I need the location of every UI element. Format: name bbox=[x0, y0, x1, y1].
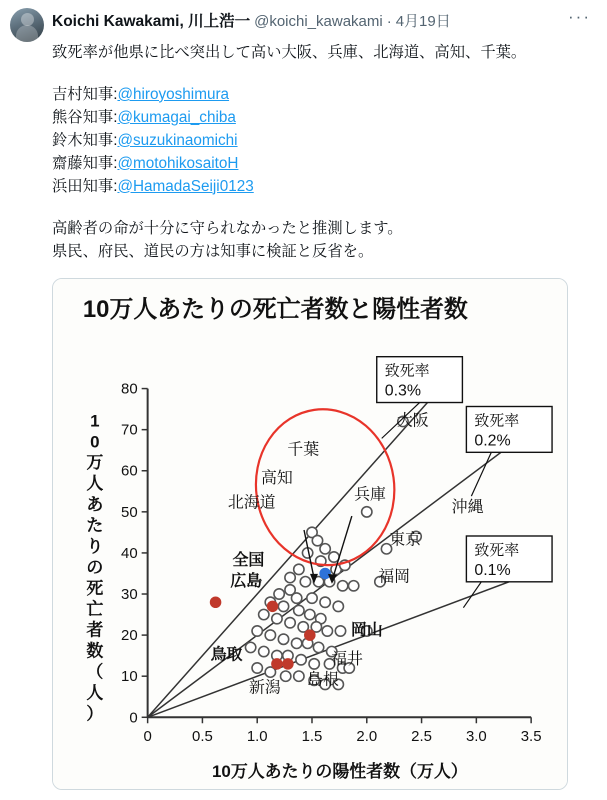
svg-text:10: 10 bbox=[121, 667, 138, 685]
author-line bbox=[52, 8, 560, 31]
mention-label: 浜田知事: bbox=[52, 177, 118, 195]
svg-text:広島: 広島 bbox=[230, 572, 263, 590]
svg-text:80: 80 bbox=[121, 380, 138, 398]
svg-text:3.5: 3.5 bbox=[520, 727, 542, 745]
tweet-media-image[interactable] bbox=[52, 278, 568, 790]
tweet-header bbox=[10, 8, 597, 42]
svg-text:人: 人 bbox=[86, 473, 104, 493]
chart-title: 10万人あたりの死亡者数と陽性者数 bbox=[82, 295, 468, 323]
svg-text:亡: 亡 bbox=[86, 599, 104, 619]
mention-label: 吉村知事: bbox=[52, 85, 118, 103]
separator-dot: · bbox=[386, 13, 392, 30]
chart-svg bbox=[53, 279, 567, 789]
mention-link[interactable]: @kumagai_chiba bbox=[117, 108, 236, 126]
svg-text:岡山: 岡山 bbox=[350, 621, 383, 639]
svg-text:福岡: 福岡 bbox=[378, 568, 411, 586]
y-axis-label bbox=[86, 411, 103, 723]
svg-text:（: （ bbox=[86, 661, 104, 681]
x-axis-label: 10万人あたりの陽性者数（万人） bbox=[212, 761, 468, 781]
svg-text:40: 40 bbox=[121, 544, 138, 562]
svg-text:万: 万 bbox=[86, 452, 104, 472]
svg-text:致死率: 致死率 bbox=[474, 411, 520, 429]
svg-text:高知: 高知 bbox=[261, 469, 293, 487]
svg-text:2.0: 2.0 bbox=[356, 727, 378, 745]
svg-text:0.1%: 0.1% bbox=[474, 561, 511, 579]
svg-text:大阪: 大阪 bbox=[396, 412, 429, 430]
mention-row bbox=[52, 130, 571, 153]
mention-link[interactable]: @HamadaSeiji0123 bbox=[117, 177, 254, 195]
scatter-chart bbox=[53, 279, 567, 789]
svg-text:の: の bbox=[86, 557, 104, 577]
svg-text:東京: 東京 bbox=[389, 531, 422, 549]
svg-text:60: 60 bbox=[121, 462, 138, 480]
svg-text:全国: 全国 bbox=[232, 551, 265, 569]
svg-text:致死率: 致死率 bbox=[474, 541, 520, 559]
svg-text:千葉: 千葉 bbox=[287, 440, 320, 458]
author-display-name[interactable]: Koichi Kawakami, 川上浩一 bbox=[52, 13, 251, 30]
svg-text:3.0: 3.0 bbox=[465, 727, 487, 745]
svg-text:30: 30 bbox=[121, 585, 138, 603]
svg-text:1: 1 bbox=[90, 410, 100, 430]
mention-link[interactable]: @suzukinaomichi bbox=[117, 131, 238, 149]
mention-row bbox=[52, 176, 571, 199]
tweet-closing-line-1: 高齢者の命が十分に守られなかったと推測します。 bbox=[52, 219, 403, 237]
mention-label: 鈴木知事: bbox=[52, 131, 118, 149]
svg-text:人: 人 bbox=[86, 682, 104, 702]
svg-text:）: ） bbox=[86, 703, 104, 723]
mention-row bbox=[52, 84, 571, 107]
svg-text:50: 50 bbox=[121, 503, 138, 521]
mention-row bbox=[52, 107, 571, 130]
svg-text:1.0: 1.0 bbox=[246, 727, 268, 745]
svg-text:死: 死 bbox=[86, 578, 104, 598]
svg-text:0: 0 bbox=[143, 727, 152, 745]
spacer-1 bbox=[52, 65, 571, 84]
tweet-text-line-1: 致死率が他県に比べ突出して高い大阪、兵庫、北海道、高知、千葉。 bbox=[52, 44, 527, 61]
svg-text:新潟: 新潟 bbox=[248, 679, 281, 697]
svg-text:り: り bbox=[86, 536, 104, 556]
tweet-closing-line-2: 県民、府民、道民の方は知事に検証と反省を。 bbox=[52, 242, 374, 260]
svg-text:あ: あ bbox=[86, 494, 104, 514]
mention-label: 熊谷知事: bbox=[52, 108, 118, 126]
spacer-2 bbox=[52, 199, 571, 218]
svg-text:2.5: 2.5 bbox=[411, 727, 432, 745]
svg-text:0: 0 bbox=[90, 431, 100, 451]
svg-text:70: 70 bbox=[121, 421, 138, 439]
author-handle[interactable]: @koichi_kawakami bbox=[254, 13, 383, 30]
svg-text:兵庫: 兵庫 bbox=[354, 486, 386, 504]
svg-text:0.3%: 0.3% bbox=[384, 382, 422, 400]
svg-text:1.5: 1.5 bbox=[301, 727, 323, 745]
svg-text:者: 者 bbox=[86, 620, 104, 640]
svg-text:0: 0 bbox=[129, 708, 138, 726]
more-options-icon[interactable]: ··· bbox=[568, 7, 591, 26]
svg-text:致死率: 致死率 bbox=[384, 362, 430, 380]
tweet-date[interactable]: 4月19日 bbox=[395, 13, 451, 30]
svg-text:0.5: 0.5 bbox=[192, 727, 213, 745]
svg-text:鳥取: 鳥取 bbox=[210, 646, 243, 664]
tweet-text bbox=[52, 42, 597, 264]
svg-text:沖縄: 沖縄 bbox=[451, 498, 484, 516]
mention-row bbox=[52, 153, 571, 176]
mention-label: 齋藤知事: bbox=[52, 154, 118, 172]
svg-text:数: 数 bbox=[86, 641, 104, 661]
svg-text:北海道: 北海道 bbox=[227, 494, 276, 512]
svg-text:0.2%: 0.2% bbox=[474, 431, 511, 449]
mention-link[interactable]: @hiroyoshimura bbox=[117, 85, 230, 103]
svg-text:た: た bbox=[86, 515, 104, 535]
svg-text:福井: 福井 bbox=[331, 650, 363, 668]
svg-text:20: 20 bbox=[121, 626, 138, 644]
svg-text:島根: 島根 bbox=[307, 670, 339, 688]
avatar[interactable] bbox=[10, 8, 44, 42]
mention-link[interactable]: @motohikosaitoH bbox=[117, 154, 239, 172]
